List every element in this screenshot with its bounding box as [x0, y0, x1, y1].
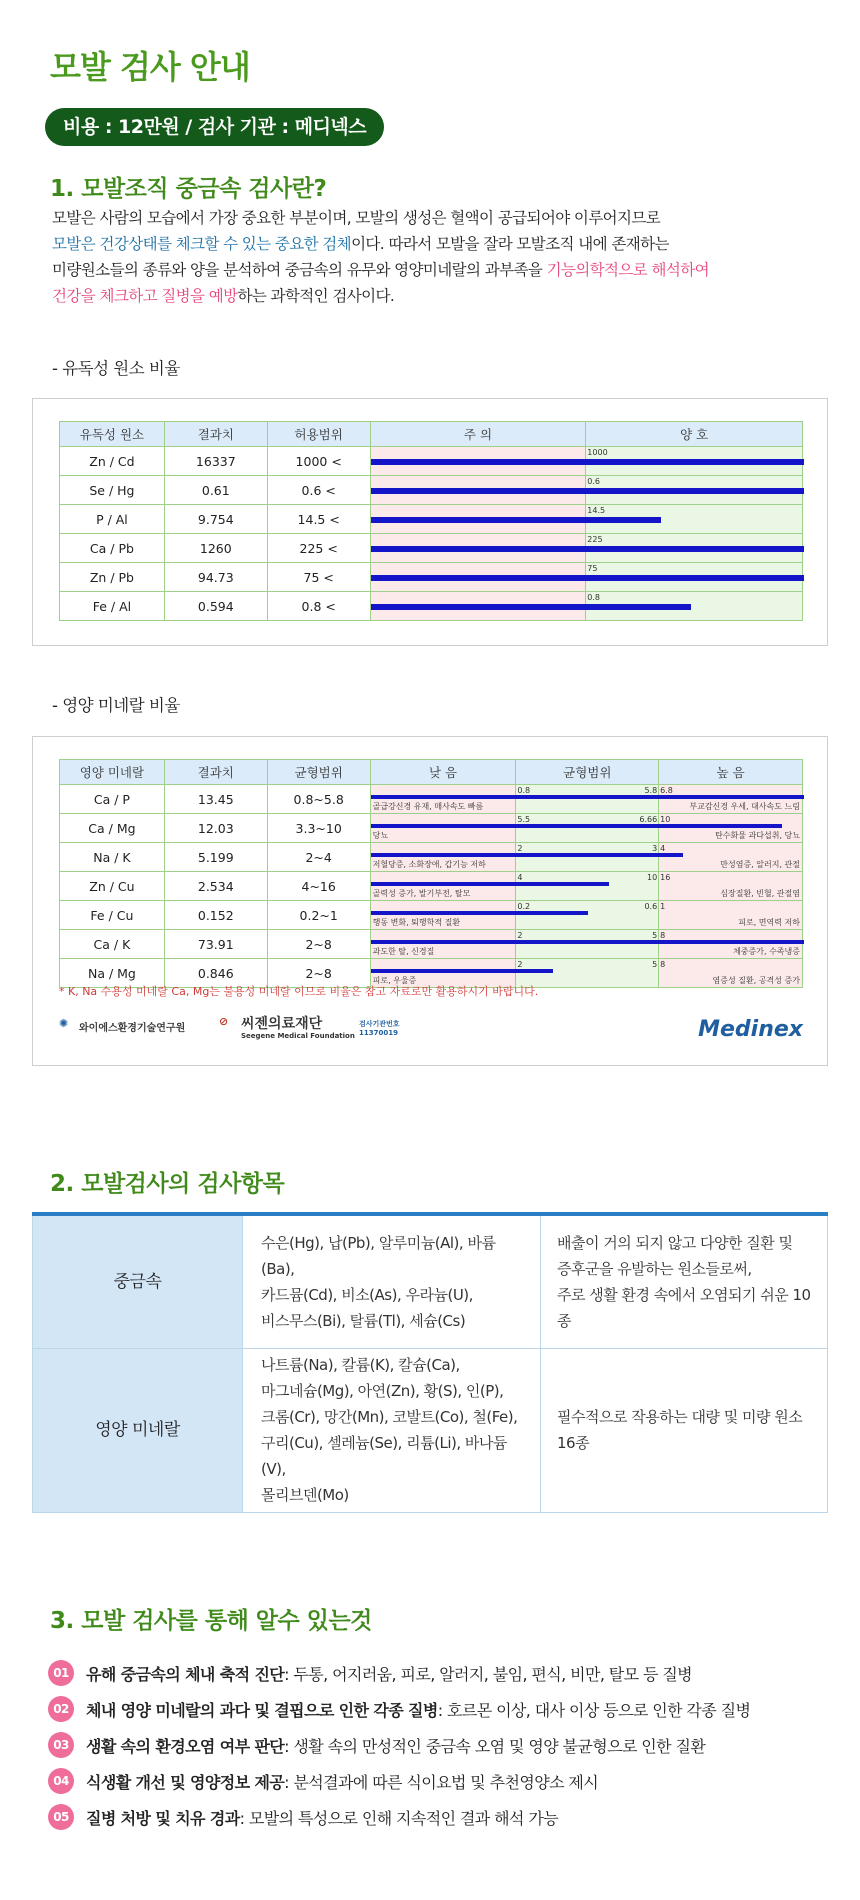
low-zone: [370, 901, 516, 930]
cert-number: 검사기관번호 11370019: [359, 1020, 400, 1037]
table-row: [60, 592, 803, 621]
ratio-bar: [371, 882, 609, 886]
desc-line: 증후군을 유발하는 원소들로써,: [557, 1259, 752, 1278]
mineral-header-element: 영양 미네랄: [60, 760, 165, 785]
threshold-tick: 0.6: [587, 477, 601, 486]
low-note: 피로, 우울증: [372, 976, 417, 985]
mineral-header-balance: 균형범위: [516, 760, 659, 785]
result-cell: 13.45: [164, 785, 267, 814]
ratio-bar: [371, 911, 588, 915]
ratio-bar: [371, 795, 804, 799]
element-cell: P / Al: [60, 505, 165, 534]
list-item: 마그네슘(Mg), 아연(Zn), 황(S), 인(P),: [261, 1382, 504, 1400]
range-cell: 4~16: [267, 872, 370, 901]
caution-zone: [370, 447, 586, 476]
high-zone: [659, 843, 803, 872]
table-row: [60, 872, 803, 901]
low-zone: [370, 930, 516, 959]
element-cell: Ca / K: [60, 930, 165, 959]
caution-zone: [370, 563, 586, 592]
tick-low: 2: [517, 844, 523, 853]
tick-mid: 10: [646, 873, 658, 882]
low-note: 저혈당증, 소화장애, 갑기능 저하: [372, 860, 486, 869]
intro-highlight-pink-2: 건강을 체크하고 질병을 예방: [52, 287, 238, 305]
high-note: 체중증가, 수족냉증: [733, 947, 800, 956]
ratio-bar: [371, 940, 804, 944]
ratio-bar: [371, 488, 804, 494]
intro-line3: 미량원소들의 종류와 양을 분석하여 중금속의 유무와 영양미네랄의 과부족을: [52, 261, 547, 279]
result-cell: 2.534: [164, 872, 267, 901]
item-heading: 체내 영양 미네랄의 과다 및 결핍으로 인한 각종 질병: [86, 1700, 438, 1720]
list-item: 나트륨(Na), 칼륨(K), 칼슘(Ca),: [261, 1356, 460, 1374]
tick-low: 4: [517, 873, 523, 882]
table-row: [60, 505, 803, 534]
mineral-header-range: 균형범위: [267, 760, 370, 785]
intro-highlight-blue: 모발은 건강상태를 체크할 수 있는 중요한 검체: [52, 235, 352, 253]
table-row: [60, 476, 803, 505]
tick-high: 8: [660, 931, 666, 940]
ratio-bar: [371, 824, 782, 828]
high-note: 염증성 질환, 공격성 증가: [712, 976, 800, 985]
high-note: 심장질환, 빈혈, 관절염: [720, 889, 800, 898]
category-mineral: 영양 미네랄: [33, 1348, 243, 1512]
high-zone: [659, 901, 803, 930]
ratio-bar: [371, 517, 661, 523]
tick-mid: 5: [652, 960, 658, 969]
tick-low: 2: [517, 960, 523, 969]
logo-row: [59, 1013, 803, 1049]
element-cell: Fe / Cu: [60, 901, 165, 930]
medinex-logo: Medinex: [698, 1017, 803, 1042]
tick-high: 8: [660, 960, 666, 969]
table-row: [60, 843, 803, 872]
list-item: [48, 1763, 838, 1799]
threshold-tick: 1000: [587, 448, 608, 457]
desc-line: 주로 생활 환경 속에서 오염되기 쉬운 10종: [557, 1285, 811, 1330]
ratio-bar: [371, 459, 804, 465]
low-zone: [370, 785, 516, 814]
element-cell: Ca / Mg: [60, 814, 165, 843]
number-badge: 02: [48, 1696, 74, 1722]
high-note: 탄수화물 과다섭취, 당뇨: [715, 831, 800, 840]
mineral-list: [243, 1348, 541, 1512]
range-cell: 0.8~5.8: [267, 785, 370, 814]
benefits-list: [48, 1655, 838, 1835]
table-row: [33, 1214, 828, 1348]
toxic-header-element: 유독성 원소: [60, 422, 165, 447]
element-cell: Ca / Pb: [60, 534, 165, 563]
low-note: 골급강신경 유재, 매사속도 빠름: [372, 802, 484, 811]
ys-institute-logo: 와이에스환경기술연구원: [79, 1023, 186, 1034]
heavy-metal-list: [243, 1214, 541, 1348]
category-heavy-metal: 중금속: [33, 1214, 243, 1348]
tick-mid: 5: [652, 931, 658, 940]
ratio-bar: [371, 969, 553, 973]
table-row: [60, 785, 803, 814]
mineral-header-high: 높 음: [659, 760, 803, 785]
balance-zone: [516, 814, 659, 843]
table-row: [60, 814, 803, 843]
range-cell: 2~8: [267, 930, 370, 959]
toxic-ratio-label: - 유독성 원소 비율: [52, 359, 180, 378]
mineral-panel: [32, 736, 828, 1066]
balance-zone: [516, 872, 659, 901]
tick-high: 4: [660, 844, 666, 853]
section1-intro: [52, 205, 832, 309]
list-item: [48, 1691, 838, 1727]
low-note: 당뇨: [372, 831, 389, 840]
range-cell: 225 <: [267, 534, 370, 563]
element-cell: Na / Mg: [60, 959, 165, 988]
page-title: 모발 검사 안내: [50, 48, 250, 86]
result-cell: 0.152: [164, 901, 267, 930]
result-cell: 9.754: [164, 505, 267, 534]
table-row: [60, 447, 803, 476]
mineral-table: [59, 759, 803, 988]
toxic-header-caution: 주 의: [370, 422, 586, 447]
table-row: [60, 901, 803, 930]
seegene-logo-sub: Seegene Medical Foundation: [241, 1032, 355, 1040]
tick-low: 0.2: [517, 902, 531, 911]
low-note: 행동 변화, 퇴행학적 질환: [372, 918, 461, 927]
tick-low: 5.5: [517, 815, 531, 824]
list-item: 비스무스(Bi), 탈륨(Tl), 세슘(Cs): [261, 1311, 466, 1330]
high-zone: [659, 872, 803, 901]
price-badge: 비용 : 12만원 / 검사 기관 : 메디넥스: [45, 108, 384, 146]
range-cell: 2~8: [267, 959, 370, 988]
section3-title: 3. 모발 검사를 통해 알수 있는것: [50, 1608, 372, 1634]
element-cell: Zn / Pb: [60, 563, 165, 592]
mineral-header-low: 낮 음: [370, 760, 516, 785]
caution-zone: [370, 505, 586, 534]
range-cell: 0.2~1: [267, 901, 370, 930]
tick-high: 6.8: [660, 786, 673, 795]
range-cell: 2~4: [267, 843, 370, 872]
mineral-footnote: * K, Na 수용성 미네랄 Ca, Mg는 불용성 미네랄 이므로 비율은 참고 자료로만 활용하시기 바랍니다.: [59, 985, 539, 998]
tick-low: 2: [517, 931, 523, 940]
tick-mid: 6.66: [639, 815, 658, 824]
seegene-logo-icon: ⊘: [219, 1015, 229, 1028]
range-cell: 3.3~10: [267, 814, 370, 843]
range-cell: 1000 <: [267, 447, 370, 476]
mineral-ratio-label: - 영양 미네랄 비율: [52, 696, 180, 715]
item-text: : 두통, 어지러움, 피로, 알러지, 불임, 편식, 비만, 탈모 등 질병: [284, 1664, 693, 1684]
element-cell: Zn / Cd: [60, 447, 165, 476]
ratio-bar: [371, 546, 804, 552]
balance-zone: [516, 901, 659, 930]
balance-zone: [516, 930, 659, 959]
caution-zone: [370, 534, 586, 563]
list-item: 카드뮴(Cd), 비소(As), 우라늄(U),: [261, 1285, 473, 1304]
toxic-table: [59, 421, 803, 621]
caution-zone: [370, 592, 586, 621]
ratio-bar: [371, 575, 804, 581]
threshold-tick: 0.8: [587, 593, 601, 602]
threshold-tick: 14.5: [587, 506, 606, 515]
item-text: : 호르몬 이상, 대사 이상 등으로 인한 각종 질병: [437, 1700, 751, 1720]
intro-line2: 이다. 따라서 모발을 잘라 모발조직 내에 존재하는: [351, 235, 669, 253]
result-cell: 12.03: [164, 814, 267, 843]
result-cell: 5.199: [164, 843, 267, 872]
toxic-panel: [32, 398, 828, 646]
high-zone: [659, 785, 803, 814]
element-cell: Fe / Al: [60, 592, 165, 621]
low-note: 과도한 탈, 신경질: [372, 947, 435, 956]
section2-title: 2. 모발검사의 검사항목: [50, 1171, 285, 1197]
threshold-tick: 225: [587, 535, 603, 544]
list-item: [48, 1799, 838, 1835]
tick-mid: 5.8: [644, 786, 658, 795]
table-row: [60, 930, 803, 959]
caution-zone: [370, 476, 586, 505]
desc-line: 배출이 거의 되지 않고 다양한 질환 및: [557, 1233, 793, 1252]
threshold-tick: 75: [587, 564, 598, 573]
balance-zone: [516, 785, 659, 814]
item-text: : 분석결과에 따른 식이요법 및 추천영양소 제시: [284, 1772, 599, 1792]
low-zone: [370, 843, 516, 872]
result-cell: 94.73: [164, 563, 267, 592]
item-heading: 질병 처방 및 치유 경과: [86, 1808, 240, 1828]
ratio-bar: [371, 853, 683, 857]
desc-line: 필수적으로 작용하는 대량 및 미량 원소 16종: [557, 1408, 803, 1452]
high-zone: [659, 930, 803, 959]
element-cell: Se / Hg: [60, 476, 165, 505]
tick-high: 10: [660, 815, 671, 824]
item-heading: 식생활 개선 및 영양정보 제공: [86, 1772, 285, 1792]
tick-high: 1: [660, 902, 666, 911]
intro-highlight-pink: 기능의학적으로 해석하여: [546, 261, 709, 279]
number-badge: 01: [48, 1660, 74, 1686]
table-row: [60, 563, 803, 592]
list-item: [48, 1655, 838, 1691]
result-cell: 0.846: [164, 959, 267, 988]
result-cell: 73.91: [164, 930, 267, 959]
result-cell: 0.594: [164, 592, 267, 621]
tick-low: 0.8: [517, 786, 531, 795]
low-zone: [370, 814, 516, 843]
intro-line1: 모발은 사람의 모습에서 가장 중요한 부분이며, 모발의 생성은 혈액이 공급되어야 이루어지므로: [52, 209, 661, 227]
number-badge: 05: [48, 1804, 74, 1830]
high-note: 만성염증, 알러지, 관절: [720, 860, 800, 869]
intro-line4: 하는 과학적인 검사이다.: [237, 287, 395, 305]
heavy-metal-description: [541, 1214, 828, 1348]
high-note: 피로, 면역력 저하: [738, 918, 800, 927]
section1-title: 1. 모발조직 중금속 검사란?: [50, 176, 327, 202]
mineral-header-result: 결과치: [164, 760, 267, 785]
high-note: 부교감신경 우세, 대사속도 느림: [689, 802, 800, 811]
high-zone: [659, 959, 803, 988]
item-text: : 모발의 특성으로 인해 지속적인 결과 해석 가능: [239, 1808, 559, 1828]
element-cell: Zn / Cu: [60, 872, 165, 901]
number-badge: 04: [48, 1768, 74, 1794]
test-items-table: [32, 1212, 828, 1513]
tick-mid: 3: [652, 844, 658, 853]
element-cell: Ca / P: [60, 785, 165, 814]
element-cell: Na / K: [60, 843, 165, 872]
tick-high: 16: [660, 873, 671, 882]
mineral-description: [541, 1348, 828, 1512]
result-cell: 0.61: [164, 476, 267, 505]
low-zone: [370, 872, 516, 901]
list-item: 크롬(Cr), 망간(Mn), 코발트(Co), 철(Fe),: [261, 1408, 518, 1426]
item-heading: 유해 중금속의 체내 축적 진단: [86, 1664, 285, 1684]
balance-zone: [516, 843, 659, 872]
toxic-header-good: 양 호: [586, 422, 803, 447]
number-badge: 03: [48, 1732, 74, 1758]
table-row: [60, 534, 803, 563]
toxic-header-range: 허용범위: [267, 422, 370, 447]
result-cell: 16337: [164, 447, 267, 476]
seegene-logo: 씨젠의료재단: [241, 1016, 323, 1032]
list-item: 수은(Hg), 납(Pb), 알루미늄(Al), 바륨(Ba),: [261, 1233, 496, 1278]
range-cell: 14.5 <: [267, 505, 370, 534]
toxic-header-result: 결과치: [164, 422, 267, 447]
table-row: [33, 1348, 828, 1512]
high-zone: [659, 814, 803, 843]
list-item: 몰리브덴(Mo): [261, 1486, 349, 1504]
low-note: 골력성 증가, 발기부전, 탈모: [372, 889, 471, 898]
result-cell: 1260: [164, 534, 267, 563]
list-item: 구리(Cu), 셀레늄(Se), 리튬(Li), 바나듐(V),: [261, 1434, 507, 1478]
tick-mid: 0.6: [644, 902, 658, 911]
range-cell: 0.6 <: [267, 476, 370, 505]
list-item: [48, 1727, 838, 1763]
range-cell: 75 <: [267, 563, 370, 592]
range-cell: 0.8 <: [267, 592, 370, 621]
item-heading: 생활 속의 환경오염 여부 판단: [86, 1736, 285, 1756]
ratio-bar: [371, 604, 691, 610]
item-text: : 생활 속의 만성적인 중금속 오염 및 영양 불균형으로 인한 질환: [284, 1736, 706, 1756]
ys-logo-icon: ✺: [59, 1017, 69, 1030]
